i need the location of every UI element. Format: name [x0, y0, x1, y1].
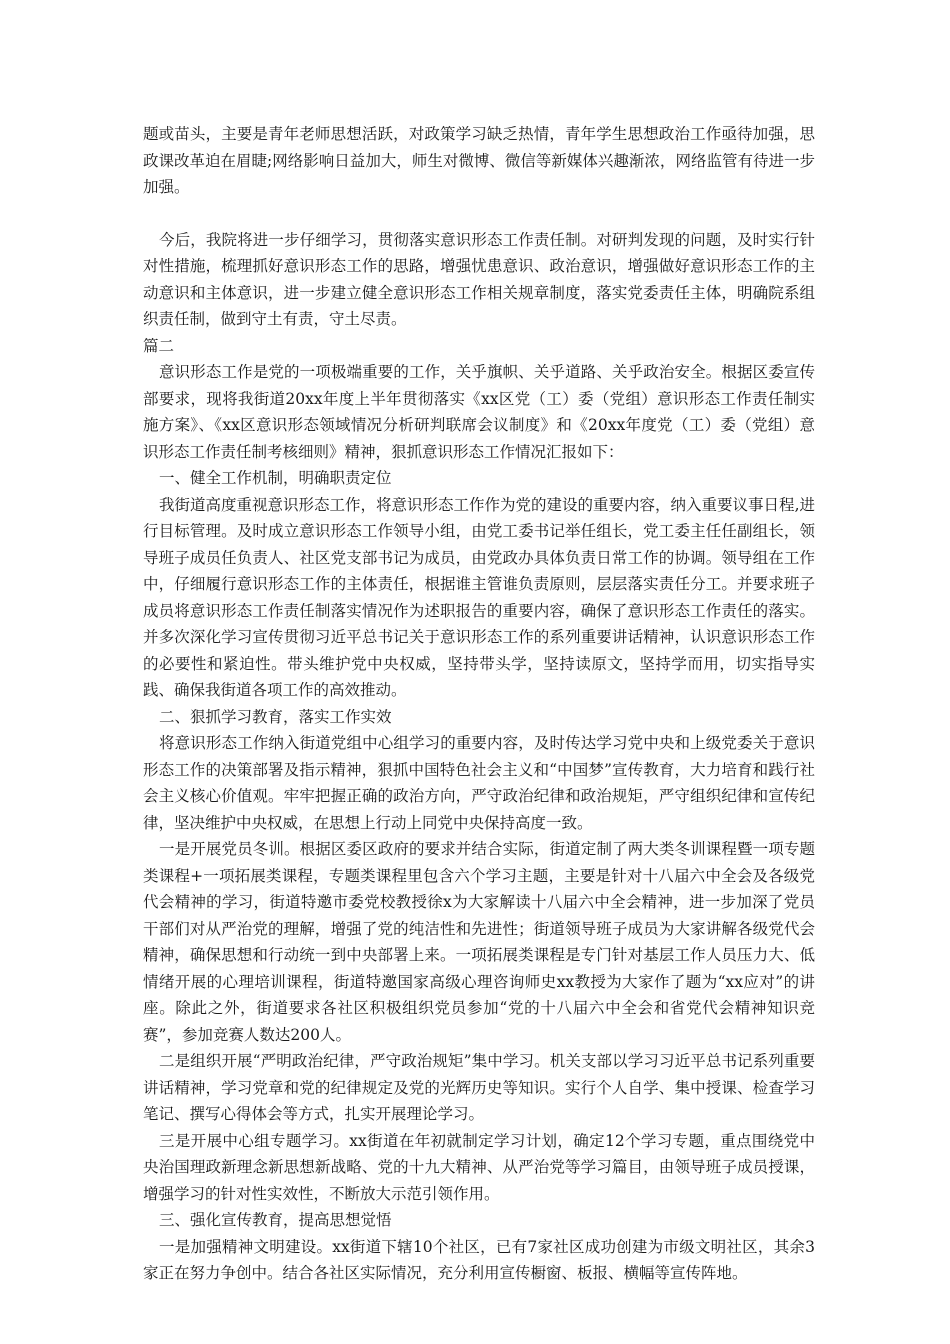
paragraph-mechanism: 我街道高度重视意识形态工作，将意识形态工作作为党的建设的重要内容，纳入重要议事日程,进行目标管理。及时成立意识形态工作领导小组，由党工委书记举任组长，党工委主任任副组长，领导班子成员任负责人、社区党支部书记为成员，由党政办具体负责日常工作的协调。领导组在工作中，仔细履行意识形态工作的主体责任，根据谁主管谁负责原则，层层落实责任分工。并要求班子成员将意识形态工作责任制落实情况作为述职报告的重要内容，确保了意识形态工作责任的落实。并多次深化学习宣传贯彻习近平总书记关于意识形态工作的系列重要讲话精神，认识意识形态工作的必要性和紧迫性。带头维护党中央权威，坚持带头学，坚持读原文，坚持学而用，切实指导实践、确保我街道各项工作的高效推动。	[143, 495, 815, 699]
heading-3: 三、强化宣传教育，提高思想觉悟	[159, 1211, 392, 1229]
paragraph-civilization: 一是加强精神文明建设。xx街道下辖10个社区，已有7家社区成功创建为市级文明社区，其余3家正在努力争创中。结合各社区实际情况，充分利用宣传橱窗、板报、横幅等宣传阵地。	[143, 1237, 815, 1282]
paragraph-gap	[143, 201, 815, 227]
paragraph-continuation: 题或苗头，主要是青年老师思想活跃，对政策学习缺乏热情，青年学生思想政治工作亟待加强，思政课改革迫在眉睫;网络影响日益加大，师生对微博、微信等新媒体兴趣渐浓，网络监管有待进一步加强。	[143, 125, 815, 196]
paragraph-winter-training: 一是开展党员冬训。根据区委区政府的要求并结合实际，街道定制了两大类冬训课程暨一项专题类课程+一项拓展类课程，专题类课程里包含六个学习主题，主要是针对十八届六中全会及各级党代会精神的学习，街道特邀市委党校教授徐x为大家解读十八届六中全会精神，进一步加深了党员干部们对从严治党的理解，增强了党的纯洁性和先进性；街道领导班子成员为大家讲解各级党代会精神，确保思想和行动统一到中央部署上来。一项拓展类课程是专门针对基层工作人员压力大、低情绪开展的心理培训课程，街道特邀国家高级心理咨询师史xx教授为大家作了题为“xx应对”的讲座。除此之外，街道要求各社区积极组织党员参加“党的十八届六中全会和省党代会精神知识竞赛”，参加竞赛人数达200人。	[143, 840, 815, 1044]
heading-2: 二、狠抓学习教育，落实工作实效	[159, 707, 392, 726]
paragraph-discipline-study: 二是组织开展“严明政治纪律，严守政治规矩”集中学习。机关支部以学习习近平总书记系列重要讲话精神，学习党章和党的纪律规定及党的光辉历史等知识。实行个人自学、集中授课、检查学习笔记、撰写心得体会等方式，扎实开展理论学习。	[143, 1052, 815, 1123]
paragraph-conclusion: 今后，我院将进一步仔细学习，贯彻落实意识形态工作责任制。对研判发现的问题，及时实行针对性措施，梳理抓好意识形态工作的思路，增强忧患意识、政治意识，增强做好意识形态工作的主动意识和主体意识，进一步建立健全意识形态工作相关规章制度，落实党委责任主体，明确院系组织责任制，做到守土有责，守土尽责。	[143, 230, 815, 328]
paragraph-intro: 意识形态工作是党的一项极端重要的工作，关乎旗帜、关乎道路、关乎政治安全。根据区委宣传部要求，现将我街道20xx年度上半年贯彻落实《xx区党（工）委（党组）意识形态工作责任制实施方案》、《xx区意识形态领域情况分析研判联席会议制度》和《20xx年度党（工）委（党组）意识形态工作责任制考核细则》精神，狠抓意识形态工作情况汇报如下：	[143, 363, 815, 461]
document-page	[143, 121, 815, 1287]
paragraph-group-study: 三是开展中心组专题学习。xx街道在年初就制定学习计划，确定12个学习专题，重点围绕党中央治国理政新理念新思想新战略、党的十九大精神、从严治党等学习篇目，由领导班子成员授课，增强学习的针对性实效性，不断放大示范引领作用。	[143, 1131, 815, 1203]
paragraph-study: 将意识形态工作纳入街道党组中心组学习的重要内容，及时传达学习党中央和上级党委关于意识形态工作的决策部署及指示精神，狠抓中国特色社会主义和“中国梦”宣传教育，大力培育和践行社会主义核心价值观。牢牢把握正确的政治方向，严守政治纪律和政治规矩，严守组织纪律和宣传纪律，坚决维护中央权威，在思想上行动上同党中央保持高度一致。	[143, 734, 815, 832]
heading-1: 一、健全工作机制，明确职责定位	[159, 469, 392, 487]
section-label: 篇二	[143, 336, 175, 355]
